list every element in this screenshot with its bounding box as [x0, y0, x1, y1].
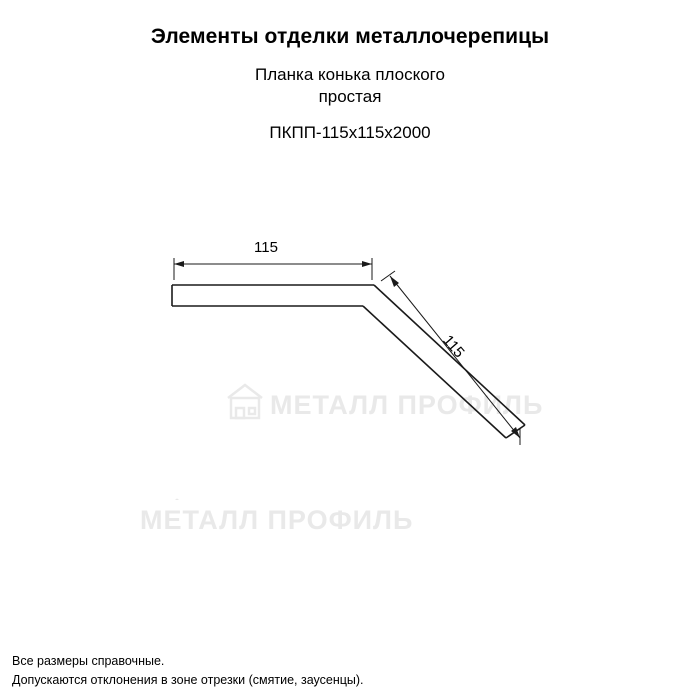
- drawing-canvas: [0, 180, 700, 500]
- watermark-text-top: МЕТАЛЛ ПРОФИЛЬ: [270, 390, 544, 420]
- dimension-label-right: 115: [439, 332, 468, 362]
- product-name-line1: Планка конька плоского: [255, 65, 445, 84]
- technical-drawing: [0, 180, 700, 535]
- footer-note-line2: Допускаются отклонения в зоне отрезки (смятие, заусенцы).: [12, 673, 364, 687]
- dimension-line-right: [381, 271, 520, 445]
- profile-outline: [172, 285, 525, 438]
- dimension-line-top: [174, 258, 372, 280]
- dimension-label-top: 115: [254, 239, 278, 256]
- page-title: Элементы отделки металлочерепицы: [150, 25, 550, 48]
- watermark-house-icon-top: [228, 385, 262, 418]
- watermark-text-bottom: МЕТАЛЛ ПРОФИЛЬ: [140, 505, 414, 535]
- product-code: ПКПП-115х115х2000: [269, 123, 431, 142]
- footer-note-line1: Все размеры справочные.: [12, 654, 165, 668]
- footer-notes: [12, 652, 364, 690]
- page-header: [0, 24, 700, 144]
- product-name-line2: простая: [318, 87, 382, 106]
